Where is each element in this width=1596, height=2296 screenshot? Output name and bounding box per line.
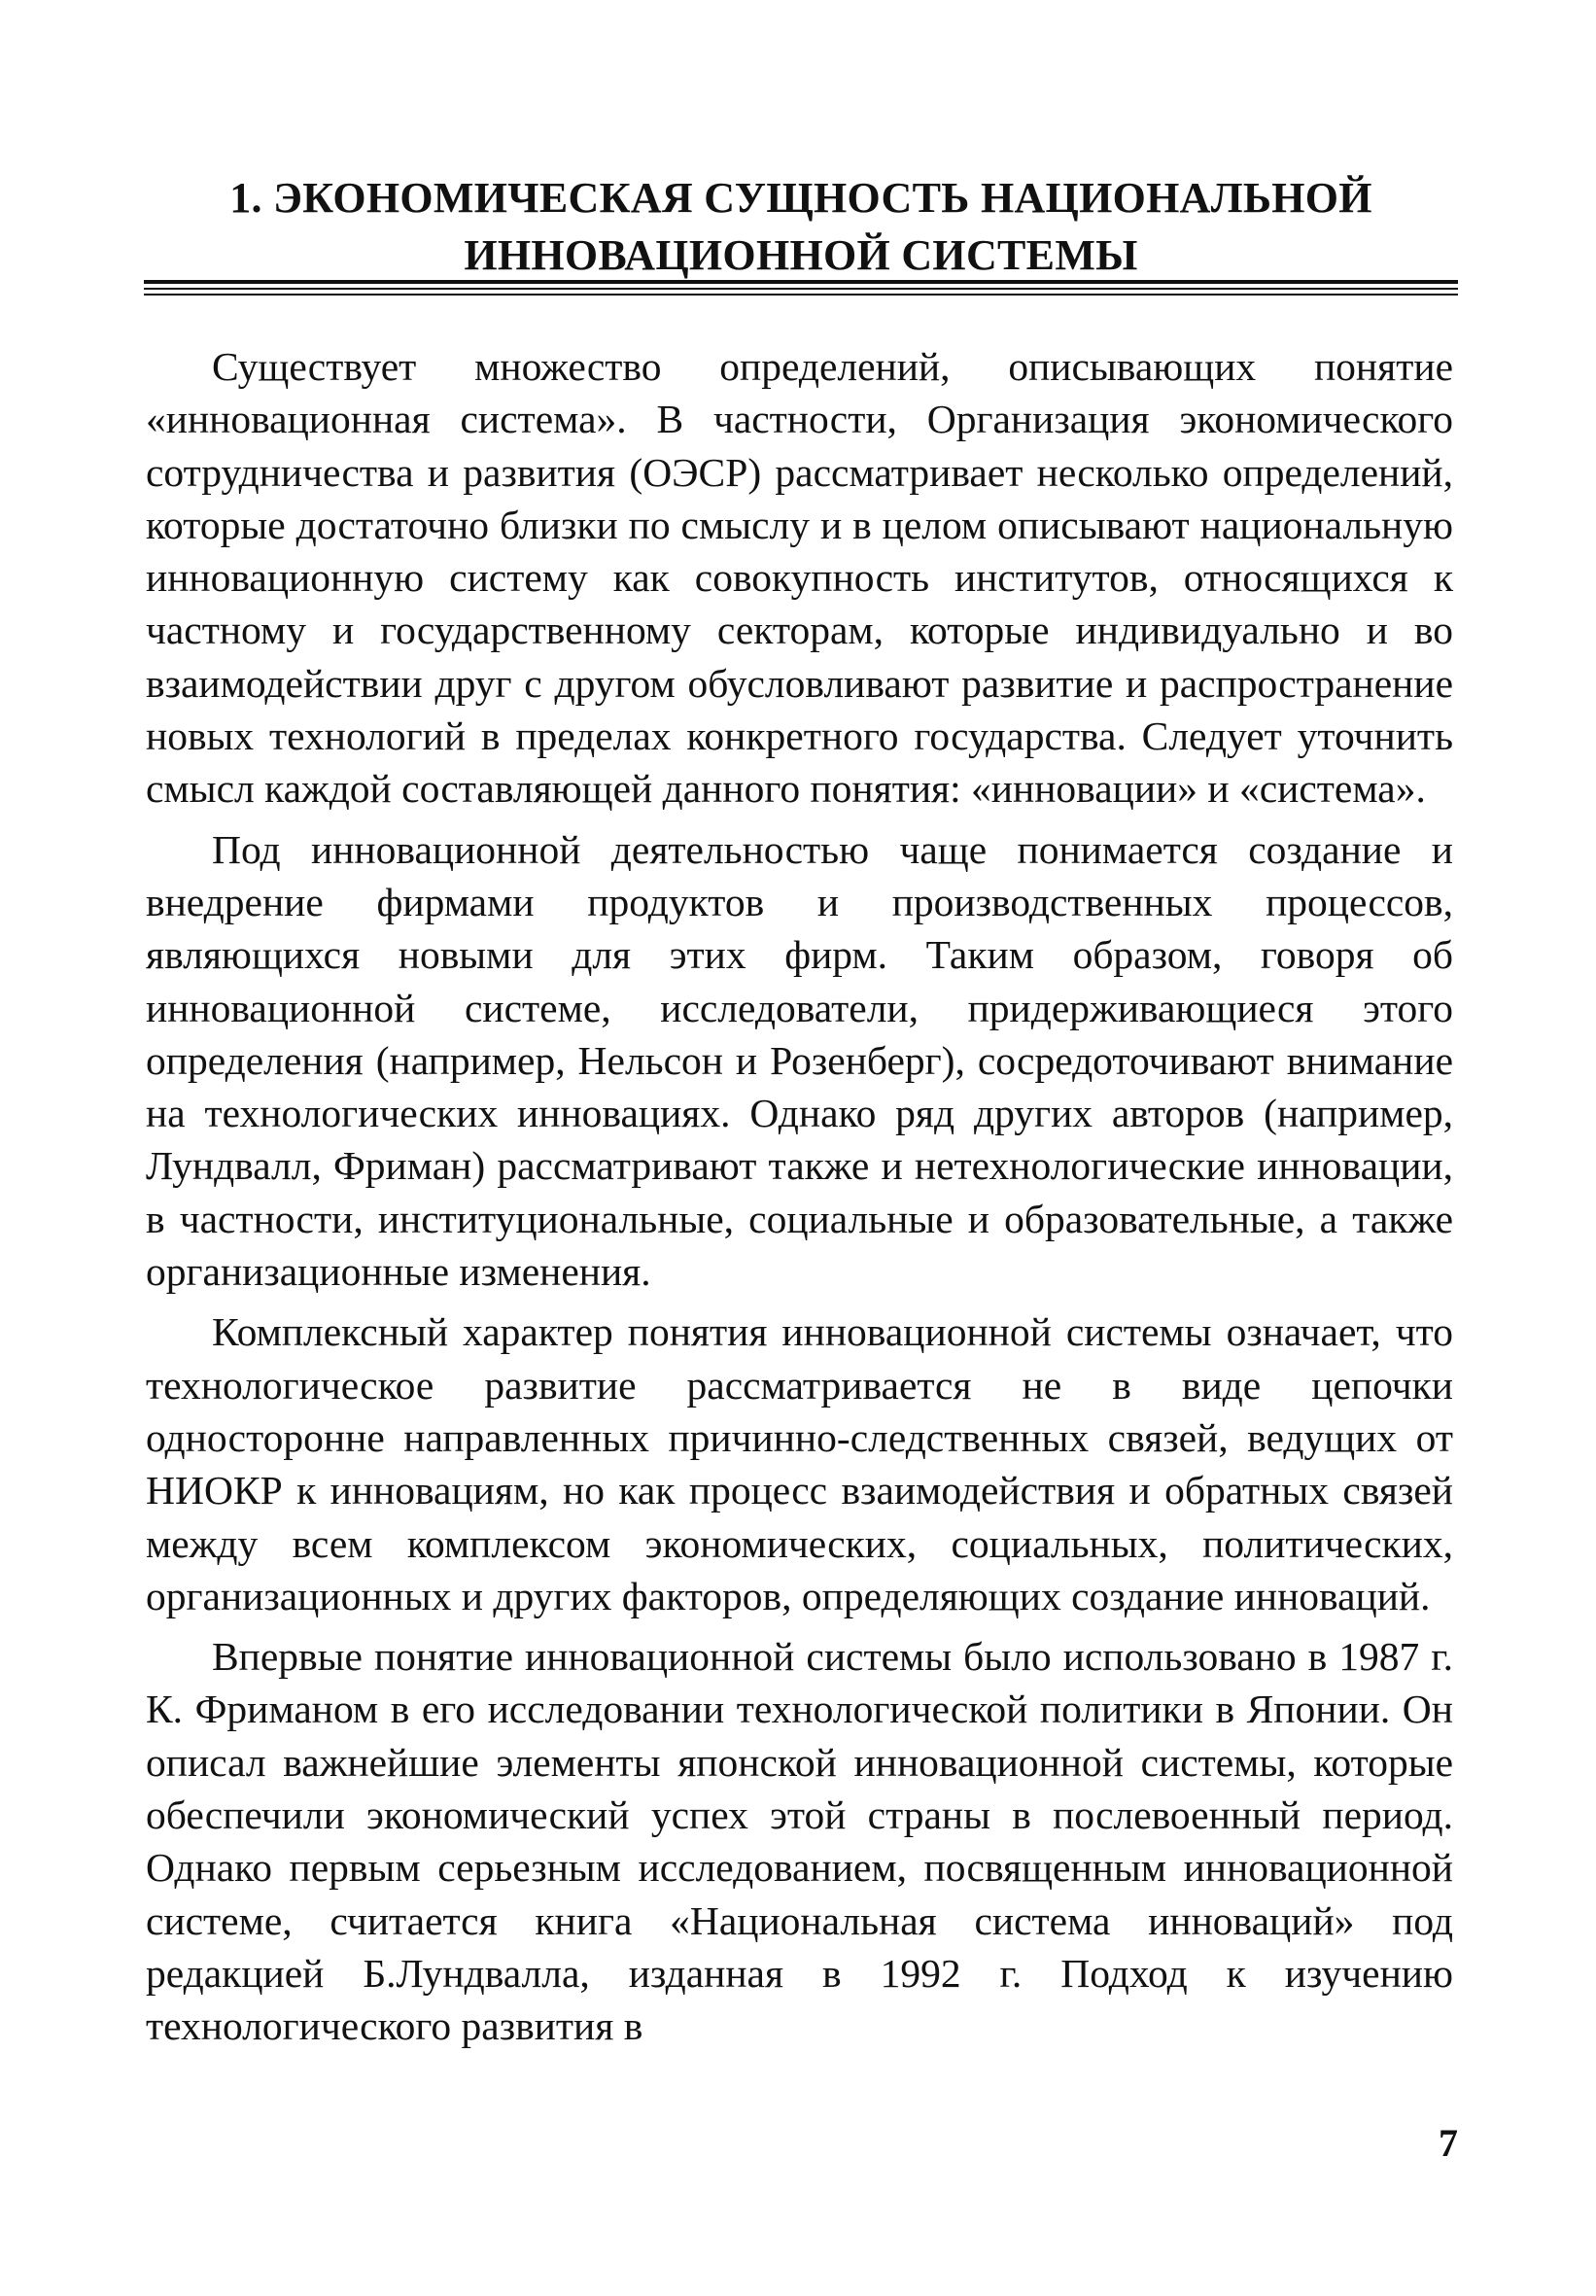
heading-rule-thin-1 bbox=[144, 288, 1458, 290]
chapter-heading bbox=[144, 169, 1458, 284]
paragraph-2: Под инновационной деятельностью чаще понимается создание и внедрение фирмами продуктов и производственных процессов, являющихся новыми для этих фирм. Таким образом, говоря об инновационной системе, исследователи, придерживающиеся этого определения (например, Нельсон и Розенберг), сосредоточивают внимание на технологических инновациях. Однако ряд других авторов (например, Лундвалл, Фриман) рассматривают также и нетехнологические инновации, в частности, институциональные, социальные и образовательные, а также организационные изменения. bbox=[146, 826, 1453, 1295]
page-number: 7 bbox=[1439, 2121, 1458, 2165]
heading-rule-thick bbox=[144, 280, 1458, 284]
paragraph-3: Комплексный характер понятия инновационной системы означает, что технологическое развитие рассматривается не в виде цепочки односторонне направленных причинно-следственных связей, ведущих от НИОКР к инновациям, но как процесс взаимодействия и обратных связей между всем комплексом экономических, социальных, политических, организационных и других факторов, определяющих создание инноваций. bbox=[146, 1309, 1453, 1618]
heading-rule-thin-2 bbox=[144, 294, 1458, 296]
paragraph-4: Впервые понятие инновационной системы было использовано в 1987 г. К. Фриманом в его исследовании технологической политики в Японии. Он описал важнейшие элементы японской инновационной системы, которые обеспечили экономический успех этой страны в послевоенный период. Однако первым серьезным исследованием, посвященным инновационной системе, считается книга «Национальная система инноваций» под редакцией Б.Лундвалла, изданная в 1992 г. Подход к изучению технологического развития в bbox=[146, 1634, 1453, 2049]
chapter-heading-line-1: 1. ЭКОНОМИЧЕСКАЯ СУЩНОСТЬ НАЦИОНАЛЬНОЙ bbox=[229, 174, 1372, 222]
chapter-heading-line-2: ИННОВАЦИОННОЙ СИСТЕМЫ bbox=[464, 231, 1138, 279]
body-text bbox=[146, 340, 1453, 2061]
paragraph-1: Существует множество определений, описывающих понятие «инновационная система». В частности, Организация экономического сотрудничества и развития (ОЭСР) рассматривает несколько определений, которые достаточно близки по смыслу и в целом описывают национальную инновационную систему как совокупность институтов, относящихся к частному и государственному секторам, которые индивидуально и во взаимодействии друг с другом обусловливают развитие и распространение новых технологий в пределах конкретного государства. Следует уточнить смысл каждой составляющей данного понятия: «инновации» и «система». bbox=[146, 344, 1453, 812]
